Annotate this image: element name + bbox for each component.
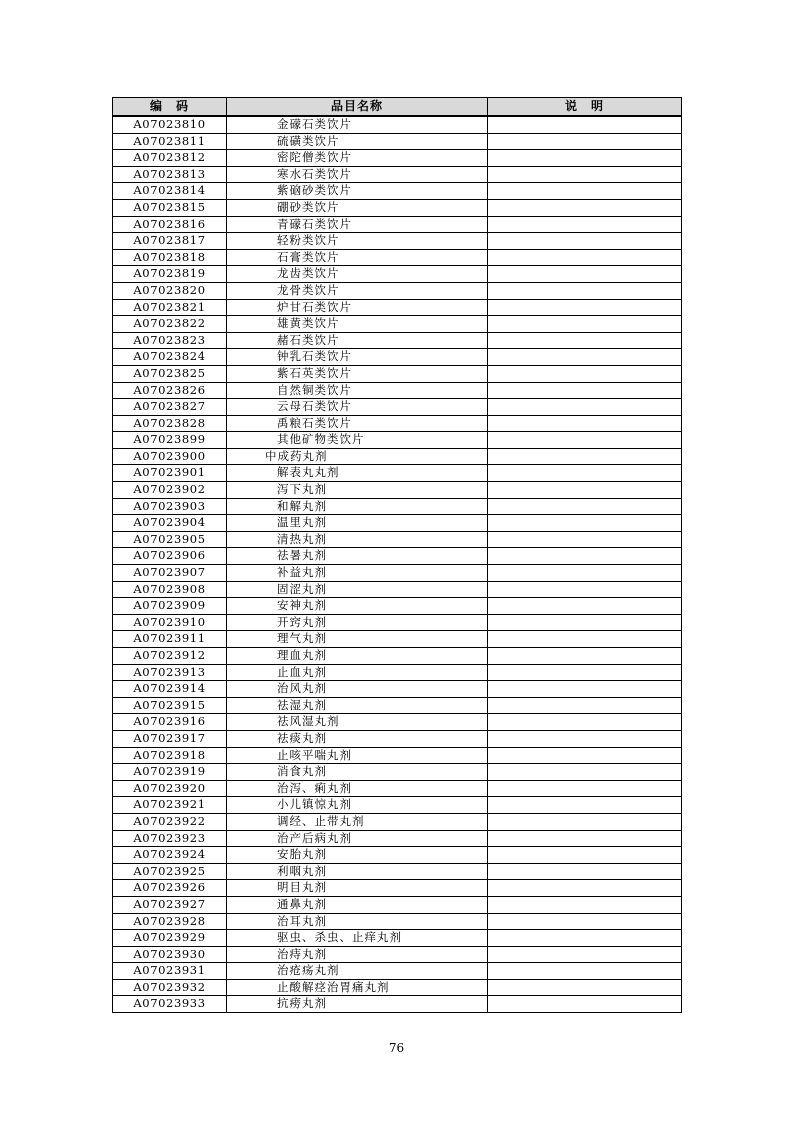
item-code-cell: A07023930 [113, 946, 227, 963]
item-code-cell: A07023917 [113, 730, 227, 747]
item-name-cell: 密陀僧类饮片 [227, 150, 488, 167]
item-name-cell: 消食丸剂 [227, 764, 488, 781]
table-row [113, 233, 682, 250]
item-name-cell: 轻粉类饮片 [227, 233, 488, 250]
item-code-cell: A07023912 [113, 648, 227, 665]
item-name-cell: 补益丸剂 [227, 565, 488, 582]
item-name-cell: 硫磺类饮片 [227, 133, 488, 150]
item-name-cell: 紫硇砂类饮片 [227, 183, 488, 200]
catalog-table [112, 97, 682, 1013]
item-code-cell: A07023901 [113, 465, 227, 482]
item-name-cell: 紫石英类饮片 [227, 365, 488, 382]
table-row [113, 896, 682, 913]
item-code-cell: A07023817 [113, 233, 227, 250]
table-row [113, 249, 682, 266]
table-row [113, 498, 682, 515]
item-code-cell: A07023826 [113, 382, 227, 399]
item-note-cell [488, 116, 682, 133]
table-row [113, 133, 682, 150]
item-code-cell: A07023916 [113, 714, 227, 731]
item-note-cell [488, 415, 682, 432]
catalog-sheet [112, 97, 681, 1013]
item-code-cell: A07023902 [113, 482, 227, 499]
item-name-cell: 解表丸丸剂 [227, 465, 488, 482]
item-note-cell [488, 581, 682, 598]
header-code: 编 码 [113, 98, 227, 117]
item-code-cell: A07023822 [113, 316, 227, 333]
item-name-cell: 石膏类饮片 [227, 249, 488, 266]
item-note-cell [488, 730, 682, 747]
item-note-cell [488, 681, 682, 698]
item-code-cell: A07023914 [113, 681, 227, 698]
item-name-cell: 龙骨类饮片 [227, 282, 488, 299]
item-name-cell: 寒水石类饮片 [227, 166, 488, 183]
table-row [113, 581, 682, 598]
item-code-cell: A07023812 [113, 150, 227, 167]
item-note-cell [488, 863, 682, 880]
item-note-cell [488, 830, 682, 847]
item-name-cell: 钟乳石类饮片 [227, 349, 488, 366]
item-code-cell: A07023910 [113, 614, 227, 631]
table-row [113, 515, 682, 532]
table-row [113, 963, 682, 980]
item-note-cell [488, 266, 682, 283]
item-code-cell: A07023904 [113, 515, 227, 532]
item-note-cell [488, 648, 682, 665]
item-note-cell [488, 797, 682, 814]
item-name-cell: 炉甘石类饮片 [227, 299, 488, 316]
table-row [113, 565, 682, 582]
table-row [113, 614, 682, 631]
item-code-cell: A07023931 [113, 963, 227, 980]
item-code-cell: A07023913 [113, 664, 227, 681]
table-row [113, 415, 682, 432]
table-row [113, 830, 682, 847]
item-name-cell: 固涩丸剂 [227, 581, 488, 598]
table-row [113, 150, 682, 167]
item-name-cell: 泻下丸剂 [227, 482, 488, 499]
item-name-cell: 安神丸剂 [227, 598, 488, 615]
item-code-cell: A07023909 [113, 598, 227, 615]
table-row [113, 880, 682, 897]
item-code-cell: A07023919 [113, 764, 227, 781]
item-name-cell: 禹粮石类饮片 [227, 415, 488, 432]
item-code-cell: A07023818 [113, 249, 227, 266]
item-name-cell: 治疮疡丸剂 [227, 963, 488, 980]
item-note-cell [488, 896, 682, 913]
item-name-cell: 调经、止带丸剂 [227, 813, 488, 830]
item-note-cell [488, 880, 682, 897]
item-note-cell [488, 979, 682, 996]
item-name-cell: 祛痰丸剂 [227, 730, 488, 747]
item-note-cell [488, 432, 682, 449]
item-note-cell [488, 316, 682, 333]
header-name: 品目名称 [227, 98, 488, 117]
item-note-cell [488, 150, 682, 167]
table-row [113, 116, 682, 133]
item-note-cell [488, 399, 682, 416]
item-note-cell [488, 631, 682, 648]
table-row [113, 697, 682, 714]
item-note-cell [488, 282, 682, 299]
item-name-cell: 其他矿物类饮片 [227, 432, 488, 449]
item-name-cell: 祛风湿丸剂 [227, 714, 488, 731]
item-name-cell: 青礞石类饮片 [227, 216, 488, 233]
item-code-cell: A07023920 [113, 780, 227, 797]
item-name-cell: 安胎丸剂 [227, 847, 488, 864]
table-row [113, 183, 682, 200]
item-name-cell: 清热丸剂 [227, 531, 488, 548]
item-name-cell: 治产后病丸剂 [227, 830, 488, 847]
table-row [113, 813, 682, 830]
item-note-cell [488, 448, 682, 465]
table-row [113, 730, 682, 747]
item-note-cell [488, 598, 682, 615]
item-name-cell: 和解丸剂 [227, 498, 488, 515]
item-note-cell [488, 780, 682, 797]
table-row [113, 166, 682, 183]
item-code-cell: A07023824 [113, 349, 227, 366]
table-row [113, 714, 682, 731]
item-code-cell: A07023918 [113, 747, 227, 764]
item-name-cell: 理气丸剂 [227, 631, 488, 648]
item-code-cell: A07023816 [113, 216, 227, 233]
item-code-cell: A07023925 [113, 863, 227, 880]
table-row [113, 996, 682, 1013]
table-row [113, 299, 682, 316]
item-code-cell: A07023828 [113, 415, 227, 432]
table-row [113, 199, 682, 216]
item-name-cell: 龙齿类饮片 [227, 266, 488, 283]
item-code-cell: A07023903 [113, 498, 227, 515]
item-code-cell: A07023810 [113, 116, 227, 133]
item-note-cell [488, 946, 682, 963]
item-code-cell: A07023932 [113, 979, 227, 996]
item-note-cell [488, 382, 682, 399]
table-row [113, 531, 682, 548]
item-code-cell: A07023905 [113, 531, 227, 548]
item-note-cell [488, 764, 682, 781]
table-row [113, 631, 682, 648]
table-row [113, 282, 682, 299]
item-name-cell: 祛暑丸剂 [227, 548, 488, 565]
table-row [113, 664, 682, 681]
item-note-cell [488, 216, 682, 233]
item-note-cell [488, 482, 682, 499]
item-name-cell: 驱虫、杀虫、止痒丸剂 [227, 930, 488, 947]
table-row [113, 448, 682, 465]
table-row [113, 847, 682, 864]
item-code-cell: A07023906 [113, 548, 227, 565]
item-note-cell [488, 913, 682, 930]
item-note-cell [488, 332, 682, 349]
table-row [113, 266, 682, 283]
table-row [113, 648, 682, 665]
item-note-cell [488, 747, 682, 764]
item-code-cell: A07023813 [113, 166, 227, 183]
item-code-cell: A07023908 [113, 581, 227, 598]
item-note-cell [488, 548, 682, 565]
item-code-cell: A07023915 [113, 697, 227, 714]
item-note-cell [488, 963, 682, 980]
item-note-cell [488, 813, 682, 830]
item-name-cell: 抗痨丸剂 [227, 996, 488, 1013]
table-row [113, 764, 682, 781]
item-code-cell: A07023924 [113, 847, 227, 864]
item-name-cell: 治痔丸剂 [227, 946, 488, 963]
table-row [113, 681, 682, 698]
item-note-cell [488, 465, 682, 482]
item-code-cell: A07023827 [113, 399, 227, 416]
item-note-cell [488, 166, 682, 183]
item-name-cell: 中成药丸剂 [227, 448, 488, 465]
item-name-cell: 云母石类饮片 [227, 399, 488, 416]
item-code-cell: A07023820 [113, 282, 227, 299]
item-code-cell: A07023814 [113, 183, 227, 200]
item-note-cell [488, 199, 682, 216]
item-name-cell: 开窍丸剂 [227, 614, 488, 631]
header-note: 说 明 [488, 98, 682, 117]
item-note-cell [488, 299, 682, 316]
item-note-cell [488, 515, 682, 532]
item-note-cell [488, 614, 682, 631]
item-name-cell: 祛湿丸剂 [227, 697, 488, 714]
item-name-cell: 温里丸剂 [227, 515, 488, 532]
item-note-cell [488, 930, 682, 947]
item-code-cell: A07023929 [113, 930, 227, 947]
item-name-cell: 止血丸剂 [227, 664, 488, 681]
table-row [113, 863, 682, 880]
table-row [113, 365, 682, 382]
table-row [113, 797, 682, 814]
item-name-cell: 通鼻丸剂 [227, 896, 488, 913]
table-row [113, 979, 682, 996]
table-row [113, 465, 682, 482]
table-row [113, 930, 682, 947]
item-note-cell [488, 183, 682, 200]
item-note-cell [488, 847, 682, 864]
item-note-cell [488, 365, 682, 382]
item-code-cell: A07023825 [113, 365, 227, 382]
item-name-cell: 理血丸剂 [227, 648, 488, 665]
item-name-cell: 雄黄类饮片 [227, 316, 488, 333]
item-note-cell [488, 233, 682, 250]
item-name-cell: 小儿镇惊丸剂 [227, 797, 488, 814]
item-note-cell [488, 664, 682, 681]
item-name-cell: 止咳平喘丸剂 [227, 747, 488, 764]
item-code-cell: A07023899 [113, 432, 227, 449]
item-code-cell: A07023911 [113, 631, 227, 648]
item-note-cell [488, 249, 682, 266]
item-name-cell: 利咽丸剂 [227, 863, 488, 880]
item-code-cell: A07023921 [113, 797, 227, 814]
item-name-cell: 硼砂类饮片 [227, 199, 488, 216]
item-code-cell: A07023927 [113, 896, 227, 913]
item-code-cell: A07023811 [113, 133, 227, 150]
item-note-cell [488, 714, 682, 731]
item-note-cell [488, 565, 682, 582]
item-note-cell [488, 349, 682, 366]
item-code-cell: A07023821 [113, 299, 227, 316]
item-code-cell: A07023907 [113, 565, 227, 582]
item-name-cell: 自然铜类饮片 [227, 382, 488, 399]
table-row [113, 747, 682, 764]
item-note-cell [488, 531, 682, 548]
item-name-cell: 治泻、痢丸剂 [227, 780, 488, 797]
item-code-cell: A07023928 [113, 913, 227, 930]
page-number: 76 [388, 1041, 405, 1055]
item-name-cell: 治耳丸剂 [227, 913, 488, 930]
item-code-cell: A07023815 [113, 199, 227, 216]
item-code-cell: A07023923 [113, 830, 227, 847]
table-row [113, 316, 682, 333]
item-name-cell: 止酸解痉治胃痛丸剂 [227, 979, 488, 996]
table-row [113, 432, 682, 449]
item-code-cell: A07023933 [113, 996, 227, 1013]
item-note-cell [488, 498, 682, 515]
table-body [113, 116, 682, 1013]
header-row [113, 98, 682, 117]
item-note-cell [488, 133, 682, 150]
table-row [113, 548, 682, 565]
table-row [113, 332, 682, 349]
table-row [113, 482, 682, 499]
item-code-cell: A07023819 [113, 266, 227, 283]
item-note-cell [488, 996, 682, 1013]
table-row [113, 913, 682, 930]
table-row [113, 780, 682, 797]
item-name-cell: 治风丸剂 [227, 681, 488, 698]
item-code-cell: A07023900 [113, 448, 227, 465]
table-row [113, 216, 682, 233]
table-row [113, 946, 682, 963]
item-code-cell: A07023922 [113, 813, 227, 830]
item-code-cell: A07023823 [113, 332, 227, 349]
table-row [113, 399, 682, 416]
table-row [113, 598, 682, 615]
table-row [113, 349, 682, 366]
item-name-cell: 赭石类饮片 [227, 332, 488, 349]
table-row [113, 382, 682, 399]
item-note-cell [488, 697, 682, 714]
item-code-cell: A07023926 [113, 880, 227, 897]
item-name-cell: 金礞石类饮片 [227, 116, 488, 133]
item-name-cell: 明目丸剂 [227, 880, 488, 897]
